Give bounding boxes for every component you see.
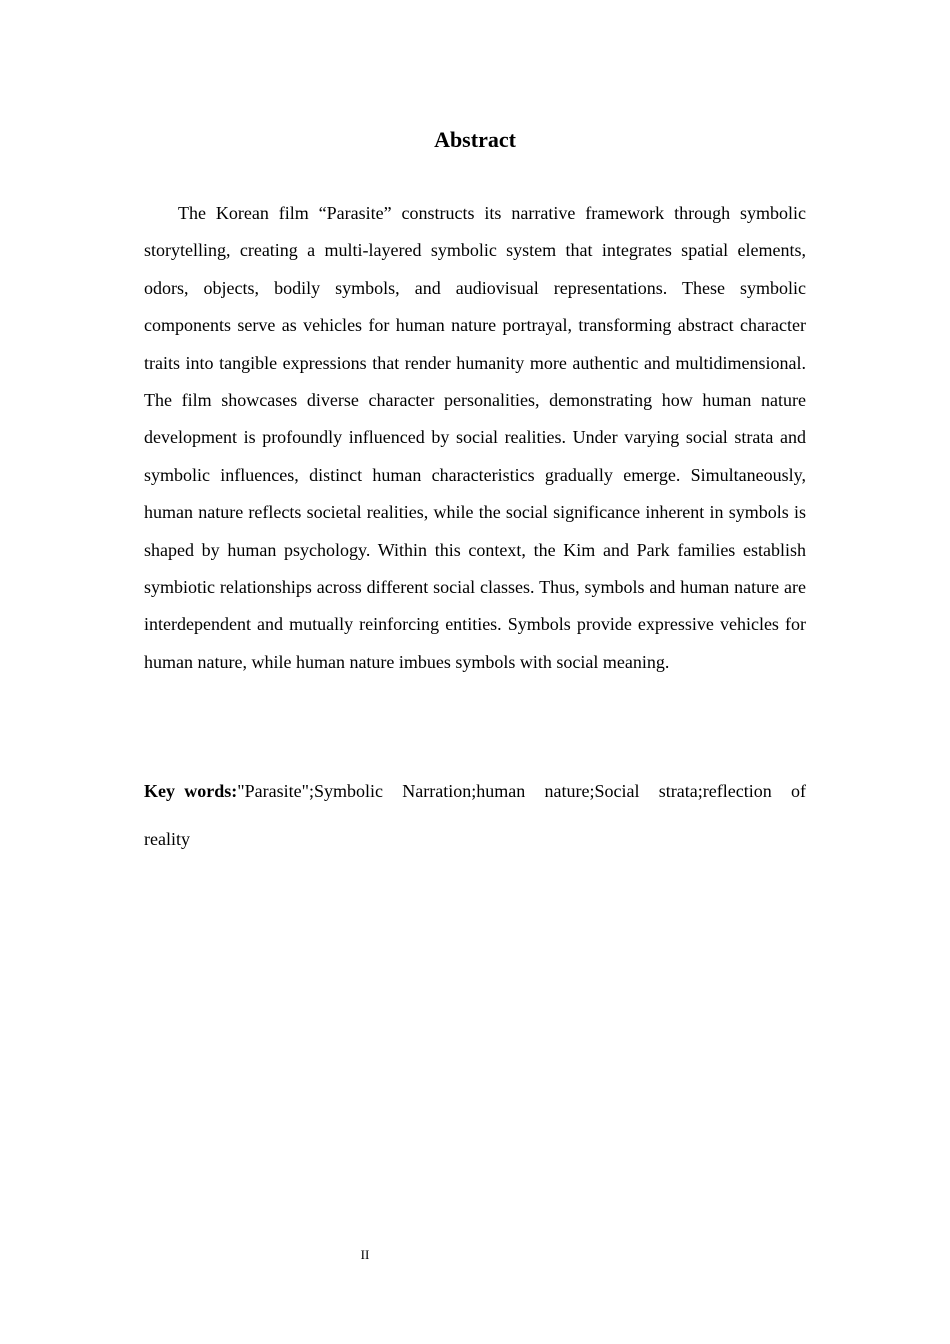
page-number: II: [360, 1247, 370, 1262]
keywords-label: Key words:: [144, 781, 238, 801]
keywords-text: "Parasite";Symbolic Narration;human nature;Social strata;reflection of reality: [144, 781, 806, 849]
abstract-body: The Korean film “Parasite” constructs its narrative framework through symbolic storytelling, creating a multi-layered symbolic system that integrates spatial elements, odors, objects, bodily symbols, and audiovisual representations. These symbolic components serve as vehicles for human nature portrayal, transforming abstract character traits into tangible expressions that render humanity more authentic and multidimensional. The film showcases diverse character personalities, demonstrating how human nature development is profoundly influenced by social realities. Under varying social strata and symbolic influences, distinct human characteristics gradually emerge. Simultaneously, human nature reflects societal realities, while the social significance inherent in symbols is shaped by human psychology. Within this context, the Kim and Park families establish symbiotic relationships across different social classes. Thus, symbols and human nature are interdependent and mutually reinforcing entities. Symbols provide expressive vehicles for human nature, while human nature imbues symbols with social meaning.: [144, 203, 806, 672]
abstract-title: Abstract: [434, 127, 516, 152]
keywords-line: [144, 767, 806, 863]
